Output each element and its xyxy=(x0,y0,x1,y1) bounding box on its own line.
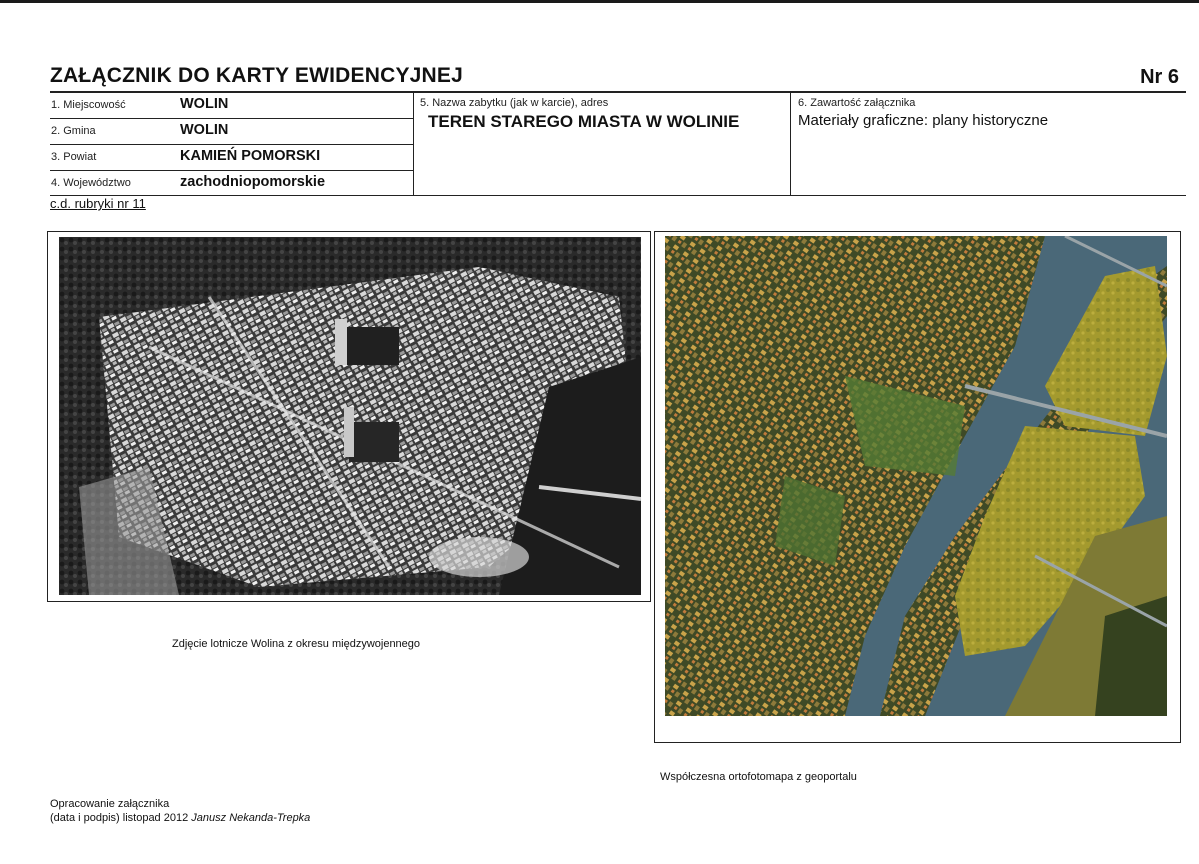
footer-date: (data i podpis) listopad 2012 xyxy=(50,812,189,824)
attachment-number: Nr 6 xyxy=(1140,66,1179,88)
orthophoto-map xyxy=(665,236,1167,716)
orthophoto-caption: Współczesna ortofotomapa z geoportalu xyxy=(660,771,857,783)
aerial-photo-caption: Zdjęcie lotnicze Wolina z okresu międzywojennego xyxy=(172,638,421,650)
column-divider-1 xyxy=(413,92,414,196)
footer-line-2 xyxy=(50,811,310,825)
top-border xyxy=(0,0,1199,3)
wojewodztwo-label: 4. Województwo xyxy=(51,177,131,189)
footer-author: Janusz Nekanda-Trepka xyxy=(191,812,311,824)
form-bottom-rule xyxy=(50,195,1186,196)
column-divider-2 xyxy=(790,92,791,196)
wojewodztwo-value: zachodniopomorskie xyxy=(180,174,326,190)
miejscowosc-label: 1. Miejscowość xyxy=(51,99,126,111)
miejscowosc-value: WOLIN xyxy=(180,96,229,112)
document-title: ZAŁĄCZNIK DO KARTY EWIDENCYJNEJ xyxy=(50,64,464,87)
monument-name: TEREN STAREGO MIASTA W WOLINIE xyxy=(428,112,740,131)
form-top-rule xyxy=(50,91,1186,93)
footer-signature xyxy=(50,797,310,825)
nazwa-label: 5. Nazwa zabytku (jak w karcie), adres xyxy=(420,97,609,109)
aerial-photo xyxy=(59,237,641,595)
gmina-label: 2. Gmina xyxy=(51,125,96,137)
zawartosc-label: 6. Zawartość załącznika xyxy=(798,97,916,109)
powiat-label: 3. Powiat xyxy=(51,151,97,163)
continuation-note: c.d. rubryki nr 11 xyxy=(50,196,146,211)
row-divider-2 xyxy=(50,144,413,145)
row-divider-3 xyxy=(50,170,413,171)
gmina-value: WOLIN xyxy=(180,122,229,138)
powiat-value: KAMIEŃ POMORSKI xyxy=(180,148,321,164)
attachment-contents: Materiały graficzne: plany historyczne xyxy=(798,112,1049,129)
row-divider-1 xyxy=(50,118,413,119)
footer-line-1: Opracowanie załącznika xyxy=(50,798,170,810)
